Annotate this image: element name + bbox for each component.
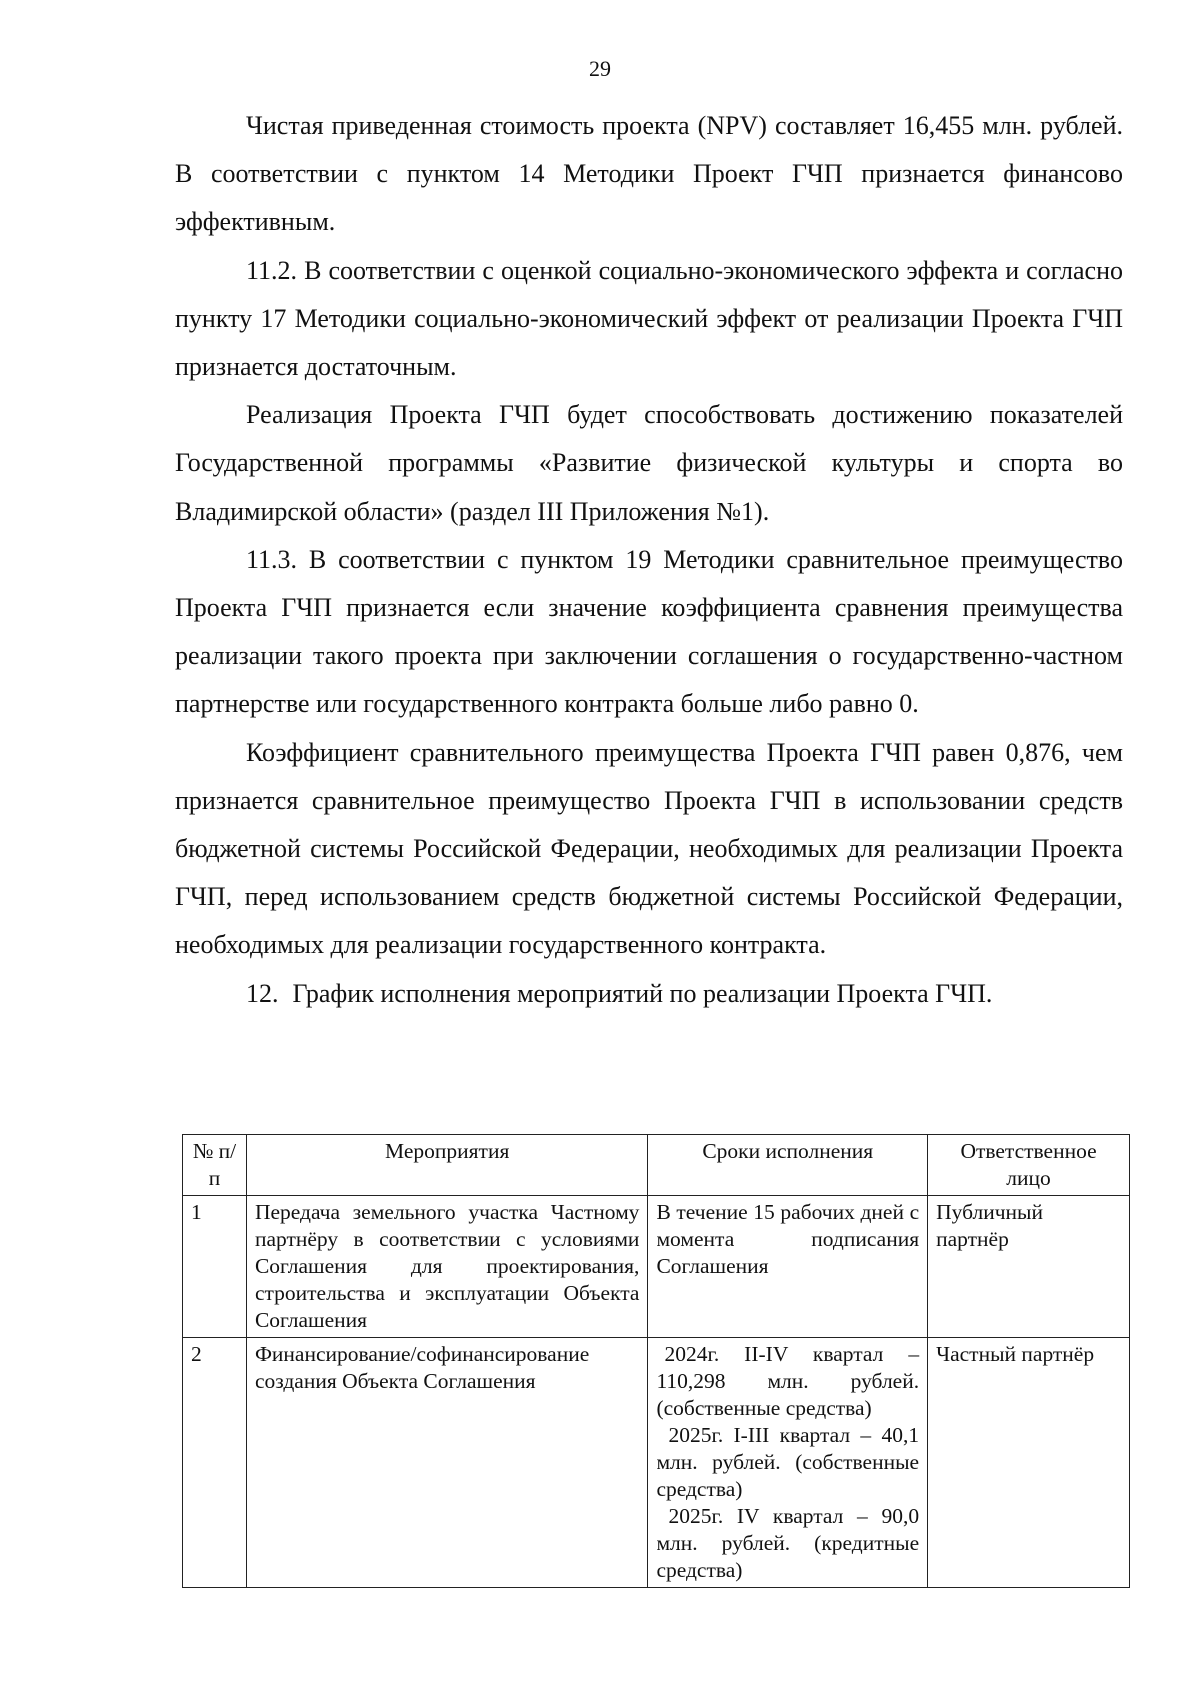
schedule-table bbox=[182, 1134, 1130, 1588]
row-activity: Передача земельного участка Частному партнёру в соответствии с условиями Соглашения для проектирования, строительства и эксплуатации Объекта Соглашения bbox=[246, 1196, 648, 1338]
row-num: 2 bbox=[183, 1338, 247, 1588]
body-text bbox=[175, 102, 1123, 1018]
section-title: График исполнения мероприятий по реализации Проекта ГЧП. bbox=[292, 978, 993, 1008]
page-number: 29 bbox=[589, 56, 611, 81]
row-responsible: Частный партнёр bbox=[928, 1338, 1130, 1588]
section-number: 12. bbox=[246, 978, 279, 1008]
header-deadline: Сроки исполнения bbox=[648, 1135, 928, 1196]
row-deadline: В течение 15 рабочих дней с момента подписания Соглашения bbox=[648, 1196, 928, 1338]
header-responsible: Ответственное лицо bbox=[928, 1135, 1130, 1196]
table-row bbox=[183, 1338, 1130, 1588]
deadline-period: 2024г. II-IV квартал – 110,298 млн. рублей. (собственные средства) bbox=[656, 1342, 920, 1420]
table-header-row bbox=[183, 1135, 1130, 1196]
row-responsible: Публичный партнёр bbox=[928, 1196, 1130, 1338]
row-num: 1 bbox=[183, 1196, 247, 1338]
deadline-period: 2025г. I-III квартал – 40,1 млн. рублей. (собственные средства) bbox=[656, 1423, 920, 1501]
table-row bbox=[183, 1196, 1130, 1338]
paragraph-11-3: 11.3. В соответствии с пунктом 19 Методики сравнительное преимущество Проекта ГЧП признается если значение коэффициента сравнения преимущества реализации такого проекта при заключении соглашения о государственно-частном партнерстве или государственного контракта больше либо равно 0. bbox=[175, 544, 1123, 719]
paragraph-coefficient: Коэффициент сравнительного преимущества Проекта ГЧП равен 0,876, чем признается сравнительное преимущество Проекта ГЧП в использовании средств бюджетной системы Российской Федерации, необходимых для реализации Проекта ГЧП, перед использованием средств бюджетной системы Российской Федерации, необходимых для реализации государственного контракта. bbox=[175, 737, 1123, 960]
paragraph-11-2: 11.2. В соответствии с оценкой социально-экономического эффекта и согласно пункту 17 Методики социально-экономический эффект от реализации Проекта ГЧП признается достаточным. bbox=[175, 255, 1123, 382]
deadline-period: 2025г. IV квартал – 90,0 млн. рублей. (кредитные средства) bbox=[656, 1504, 920, 1582]
section-heading bbox=[175, 970, 1123, 1018]
row-deadline bbox=[648, 1338, 928, 1588]
row-activity: Финансирование/софинансирование создания Объекта Соглашения bbox=[246, 1338, 648, 1588]
paragraph-state-program: Реализация Проекта ГЧП будет способствовать достижению показателей Государственной программы «Развитие физической культуры и спорта во Владимирской области» (раздел III Приложения №1). bbox=[175, 400, 1123, 526]
header-activity: Мероприятия bbox=[246, 1135, 648, 1196]
paragraph-npv: Чистая приведенная стоимость проекта (NPV) составляет 16,455 млн. рублей. В соответствии с пунктом 14 Методики Проект ГЧП признается финансово эффективным. bbox=[175, 111, 1123, 237]
header-num: № п/п bbox=[183, 1135, 247, 1196]
